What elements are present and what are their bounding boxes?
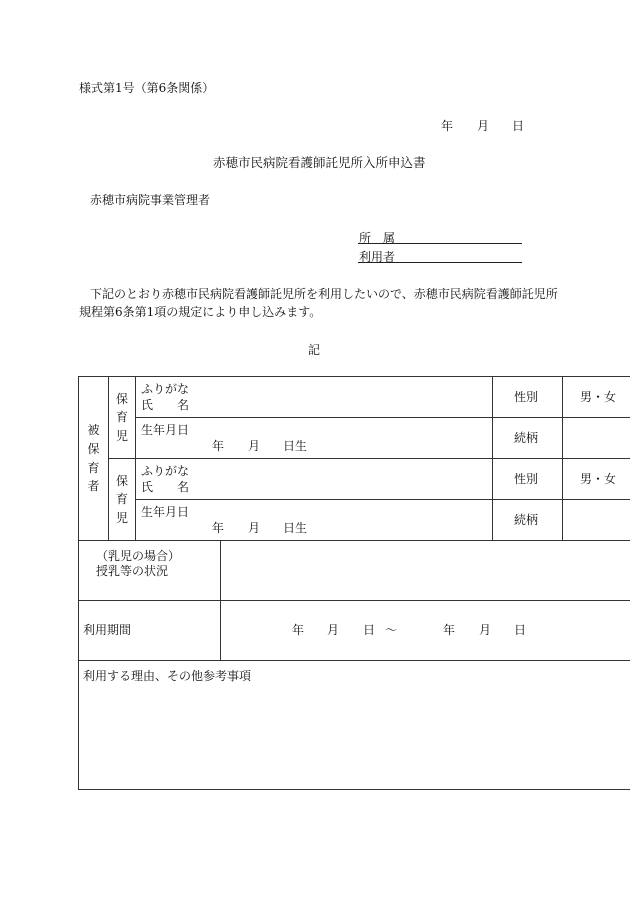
gender-label-cell: 性別	[493, 377, 563, 418]
child-2-name-cell[interactable]	[136, 459, 493, 500]
furigana-label: ふりがな	[141, 464, 190, 478]
period-input[interactable]: 年 月 日 ～ 年 月 日	[221, 601, 630, 661]
nursing-status-input[interactable]	[221, 541, 630, 601]
affiliation-label: 所 属	[359, 231, 396, 245]
child-1-gender-value[interactable]: 男・女	[563, 377, 630, 418]
date-year: 年	[441, 119, 454, 133]
birthdate-label: 生年月日	[141, 423, 190, 437]
addressee: 赤穂市病院事業管理者	[90, 193, 211, 207]
application-form-table	[78, 376, 630, 790]
child-2-birthdate-cell[interactable]: 生年月日 年 月 日生	[136, 500, 493, 541]
tilde: ～	[385, 623, 398, 637]
user-label: 利用者	[359, 250, 396, 264]
gender-label-cell: 性別	[493, 459, 563, 500]
body-line-2: 規程第6条第1項の規定により申し込みます。	[79, 305, 322, 319]
nursing-label-cell: （乳児の場合） 授乳等の状況	[79, 541, 221, 601]
relation-label-cell: 続柄	[493, 418, 563, 459]
affiliation-underline	[358, 243, 522, 244]
name-label: 氏 名	[141, 398, 190, 412]
birthdate-label: 生年月日	[141, 505, 190, 519]
child-1-name-cell[interactable]	[136, 377, 493, 418]
reason-cell[interactable]	[79, 661, 630, 790]
child-2-gender-value[interactable]: 男・女	[563, 459, 630, 500]
date-day: 日	[512, 119, 525, 133]
user-underline	[358, 262, 522, 263]
furigana-label: ふりがな	[141, 382, 190, 396]
date-month: 月	[477, 119, 490, 133]
relation-label-cell: 続柄	[493, 500, 563, 541]
body-line-1: 下記のとおり赤穂市民病院看護師託児所を利用したいので、赤穂市民病院看護師託児所	[90, 287, 558, 301]
form-number: 様式第1号（第6条関係）	[79, 81, 215, 95]
period-label-cell: 利用期間	[79, 601, 221, 661]
guardian-vertical-label: 被 保 育 者	[79, 377, 109, 541]
child-2-relation-value[interactable]	[563, 500, 630, 541]
child-2-vertical-label: 保 育 児	[109, 459, 136, 541]
child-1-relation-value[interactable]	[563, 418, 630, 459]
page-title: 赤穂市民病院看護師託児所入所申込書	[213, 155, 426, 170]
name-label: 氏 名	[141, 480, 190, 494]
child-1-birthdate-cell[interactable]: 生年月日 年 月 日生	[136, 418, 493, 459]
ki-mark: 記	[308, 343, 321, 357]
child-1-vertical-label: 保 育 児	[109, 377, 136, 459]
reason-label: 利用する理由、その他参考事項	[83, 669, 252, 683]
